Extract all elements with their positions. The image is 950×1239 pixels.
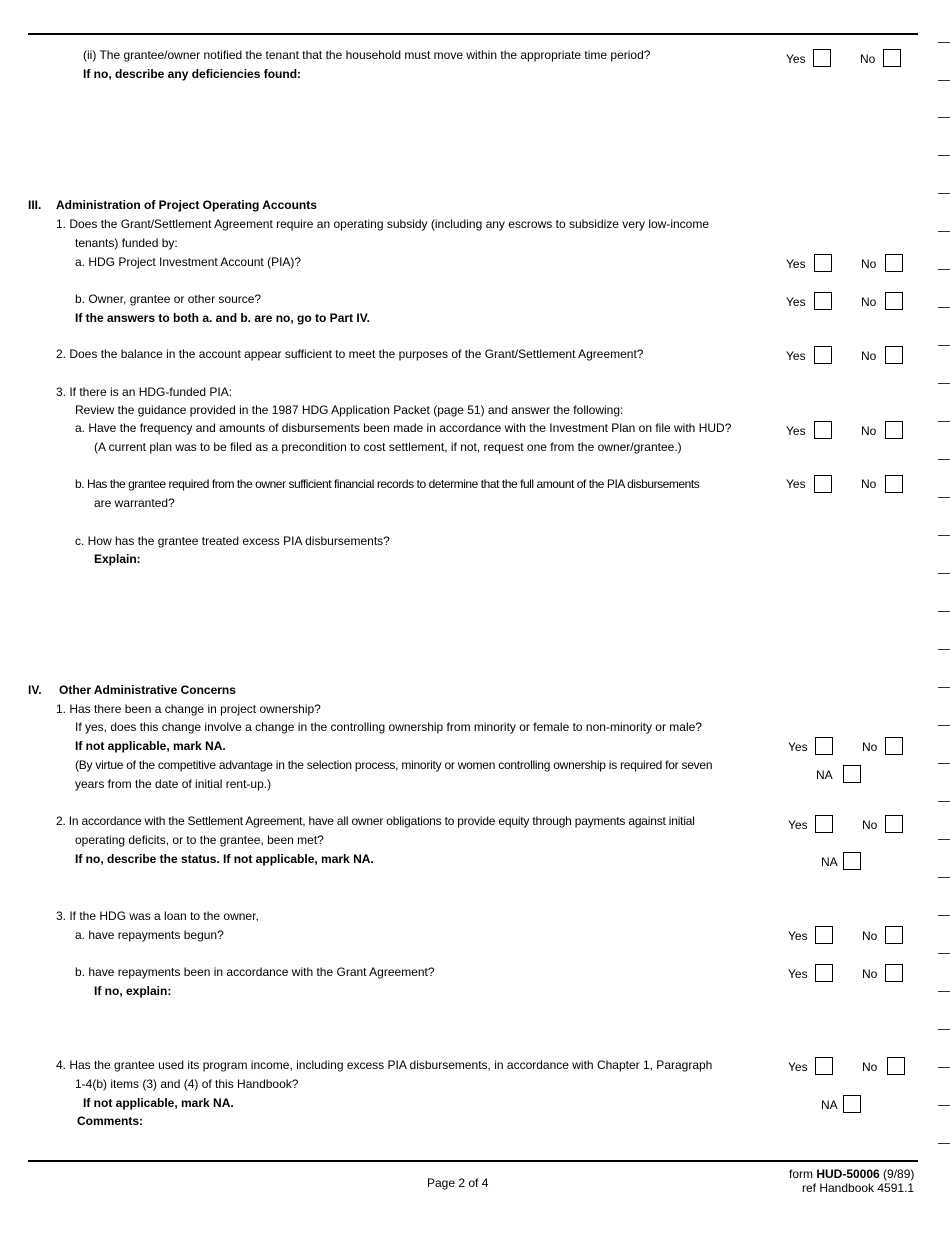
- s4-q4-line2: 1-4(b) items (3) and (4) of this Handbook?: [75, 1077, 299, 1091]
- s3-q1b-yes-checkbox[interactable]: [814, 292, 832, 310]
- s3-q1b-no-checkbox[interactable]: [885, 292, 903, 310]
- s3-q3a-no-checkbox[interactable]: [885, 421, 903, 439]
- s3-q3c: c. How has the grantee treated excess PIA disbursements?: [75, 534, 390, 548]
- s4-q1-na-checkbox[interactable]: [843, 765, 861, 783]
- s4-q4-no-checkbox[interactable]: [887, 1057, 905, 1075]
- s4-q2-line1: 2. In accordance with the Settlement Agreement, have all owner obligations to provide equity through payments against initial: [56, 814, 695, 828]
- s3-q2: 2. Does the balance in the account appear sufficient to meet the purposes of the Grant/Settlement Agreement?: [56, 347, 644, 361]
- s3-q1-note: If the answers to both a. and b. are no, go to Part IV.: [75, 311, 370, 325]
- no-label: No: [862, 818, 878, 832]
- s4-q1: 1. Has there been a change in project ownership?: [56, 702, 321, 716]
- yes-label: Yes: [788, 967, 808, 981]
- s4-q3a: a. have repayments begun?: [75, 928, 224, 942]
- handbook-ref: ref Handbook 4591.1: [802, 1181, 915, 1195]
- s3-q3-intro: Review the guidance provided in the 1987 HDG Application Packet (page 51) and answer the following:: [75, 403, 624, 417]
- s3-q3c-note: Explain:: [94, 552, 141, 566]
- na-label: NA: [821, 855, 838, 869]
- s3-q1b: b. Owner, grantee or other source?: [75, 292, 262, 306]
- no-label: No: [861, 477, 877, 491]
- s4-q4-na-checkbox[interactable]: [843, 1095, 861, 1113]
- yes-label: Yes: [788, 1060, 808, 1074]
- s4-q4-na-note: If not applicable, mark NA.: [83, 1096, 234, 1110]
- s3-q2-no-checkbox[interactable]: [885, 346, 903, 364]
- no-label: No: [862, 740, 878, 754]
- s4-q2-line2: operating deficits, or to the grantee, been met?: [75, 833, 324, 847]
- section-iv-number: IV.: [28, 683, 42, 697]
- no-label: No: [862, 929, 878, 943]
- no-label: No: [861, 349, 877, 363]
- footer-rule: [28, 1160, 918, 1162]
- s4-q2-no-checkbox[interactable]: [885, 815, 903, 833]
- s3-q3a-line1: a. Have the frequency and amounts of disbursements been made in accordance with the Investment Plan on file with HUD?: [75, 421, 732, 435]
- s4-q2-yes-checkbox[interactable]: [815, 815, 833, 833]
- s4-q4-comments: Comments:: [77, 1114, 144, 1128]
- q-ii-yes-checkbox[interactable]: [813, 49, 831, 67]
- s4-q3a-yes-checkbox[interactable]: [815, 926, 833, 944]
- form-number: form HUD-50006 (9/89): [789, 1167, 915, 1181]
- s3-q1a: a. HDG Project Investment Account (PIA)?: [75, 255, 302, 269]
- yes-label: Yes: [786, 349, 806, 363]
- yes-label: Yes: [788, 818, 808, 832]
- page-number: Page 2 of 4: [427, 1176, 489, 1190]
- s4-q3b-yes-checkbox[interactable]: [815, 964, 833, 982]
- s4-q4-line1: 4. Has the grantee used its program income, including excess PIA disbursements, in accordance with Chapter 1, Paragraph: [56, 1058, 713, 1072]
- yes-label: Yes: [786, 477, 806, 491]
- s3-q3b-no-checkbox[interactable]: [885, 475, 903, 493]
- q-ii-no-checkbox[interactable]: [883, 49, 901, 67]
- no-label: No: [860, 52, 876, 66]
- no-label: No: [862, 967, 878, 981]
- section-iii-heading: Administration of Project Operating Accounts: [56, 198, 317, 212]
- s3-q1-line1: 1. Does the Grant/Settlement Agreement require an operating subsidy (including any escrows to subsidize very low-income: [56, 217, 709, 231]
- s3-q3a-yes-checkbox[interactable]: [814, 421, 832, 439]
- yes-label: Yes: [788, 740, 808, 754]
- s4-q3a-no-checkbox[interactable]: [885, 926, 903, 944]
- s3-q3b-line1: b. Has the grantee required from the owner sufficient financial records to determine that the full amount of the PIA disbursements: [75, 477, 700, 491]
- no-label: No: [862, 1060, 878, 1074]
- s3-q3b-line2: are warranted?: [94, 496, 175, 510]
- section-iv-heading: Other Administrative Concerns: [59, 683, 236, 697]
- s4-q1-yes-checkbox[interactable]: [815, 737, 833, 755]
- s3-q3b-yes-checkbox[interactable]: [814, 475, 832, 493]
- s4-q3b: b. have repayments been in accordance with the Grant Agreement?: [75, 965, 435, 979]
- s4-q1-line2: If yes, does this change involve a change in the controlling ownership from minority or female to non-minority or male?: [75, 720, 702, 734]
- s4-q1-line5: years from the date of initial rent-up.): [75, 777, 272, 791]
- s3-q2-yes-checkbox[interactable]: [814, 346, 832, 364]
- top-rule: [28, 33, 918, 35]
- yes-label: Yes: [786, 424, 806, 438]
- s3-q3: 3. If there is an HDG-funded PIA:: [56, 385, 233, 399]
- s4-q4-yes-checkbox[interactable]: [815, 1057, 833, 1075]
- question-ii: (ii) The grantee/owner notified the tenant that the household must move within the appropriate time period?: [83, 48, 651, 62]
- na-label: NA: [821, 1098, 838, 1112]
- no-label: No: [861, 424, 877, 438]
- s3-q1-line2: tenants) funded by:: [75, 236, 178, 250]
- s4-q2-na-checkbox[interactable]: [843, 852, 861, 870]
- s3-q1a-no-checkbox[interactable]: [885, 254, 903, 272]
- na-label: NA: [816, 768, 833, 782]
- s4-q1-no-checkbox[interactable]: [885, 737, 903, 755]
- s4-q3b-no-checkbox[interactable]: [885, 964, 903, 982]
- s4-q1-line4: (By virtue of the competitive advantage in the selection process, minority or women controlling ownership is required for seven: [75, 758, 713, 772]
- yes-label: Yes: [786, 295, 806, 309]
- no-label: No: [861, 295, 877, 309]
- yes-label: Yes: [786, 52, 806, 66]
- s3-q3a-line2: (A current plan was to be filed as a precondition to cost settlement, if not, request one from the owner/grantee.): [94, 440, 682, 454]
- section-iii-number: III.: [28, 198, 42, 212]
- no-label: No: [861, 257, 877, 271]
- s4-q1-na-note: If not applicable, mark NA.: [75, 739, 226, 753]
- s4-q2-note: If no, describe the status. If not applicable, mark NA.: [75, 852, 374, 866]
- s4-q3b-note: If no, explain:: [94, 984, 172, 998]
- yes-label: Yes: [788, 929, 808, 943]
- yes-label: Yes: [786, 257, 806, 271]
- s3-q1a-yes-checkbox[interactable]: [814, 254, 832, 272]
- question-ii-note: If no, describe any deficiencies found:: [83, 67, 302, 81]
- s4-q3: 3. If the HDG was a loan to the owner,: [56, 909, 259, 923]
